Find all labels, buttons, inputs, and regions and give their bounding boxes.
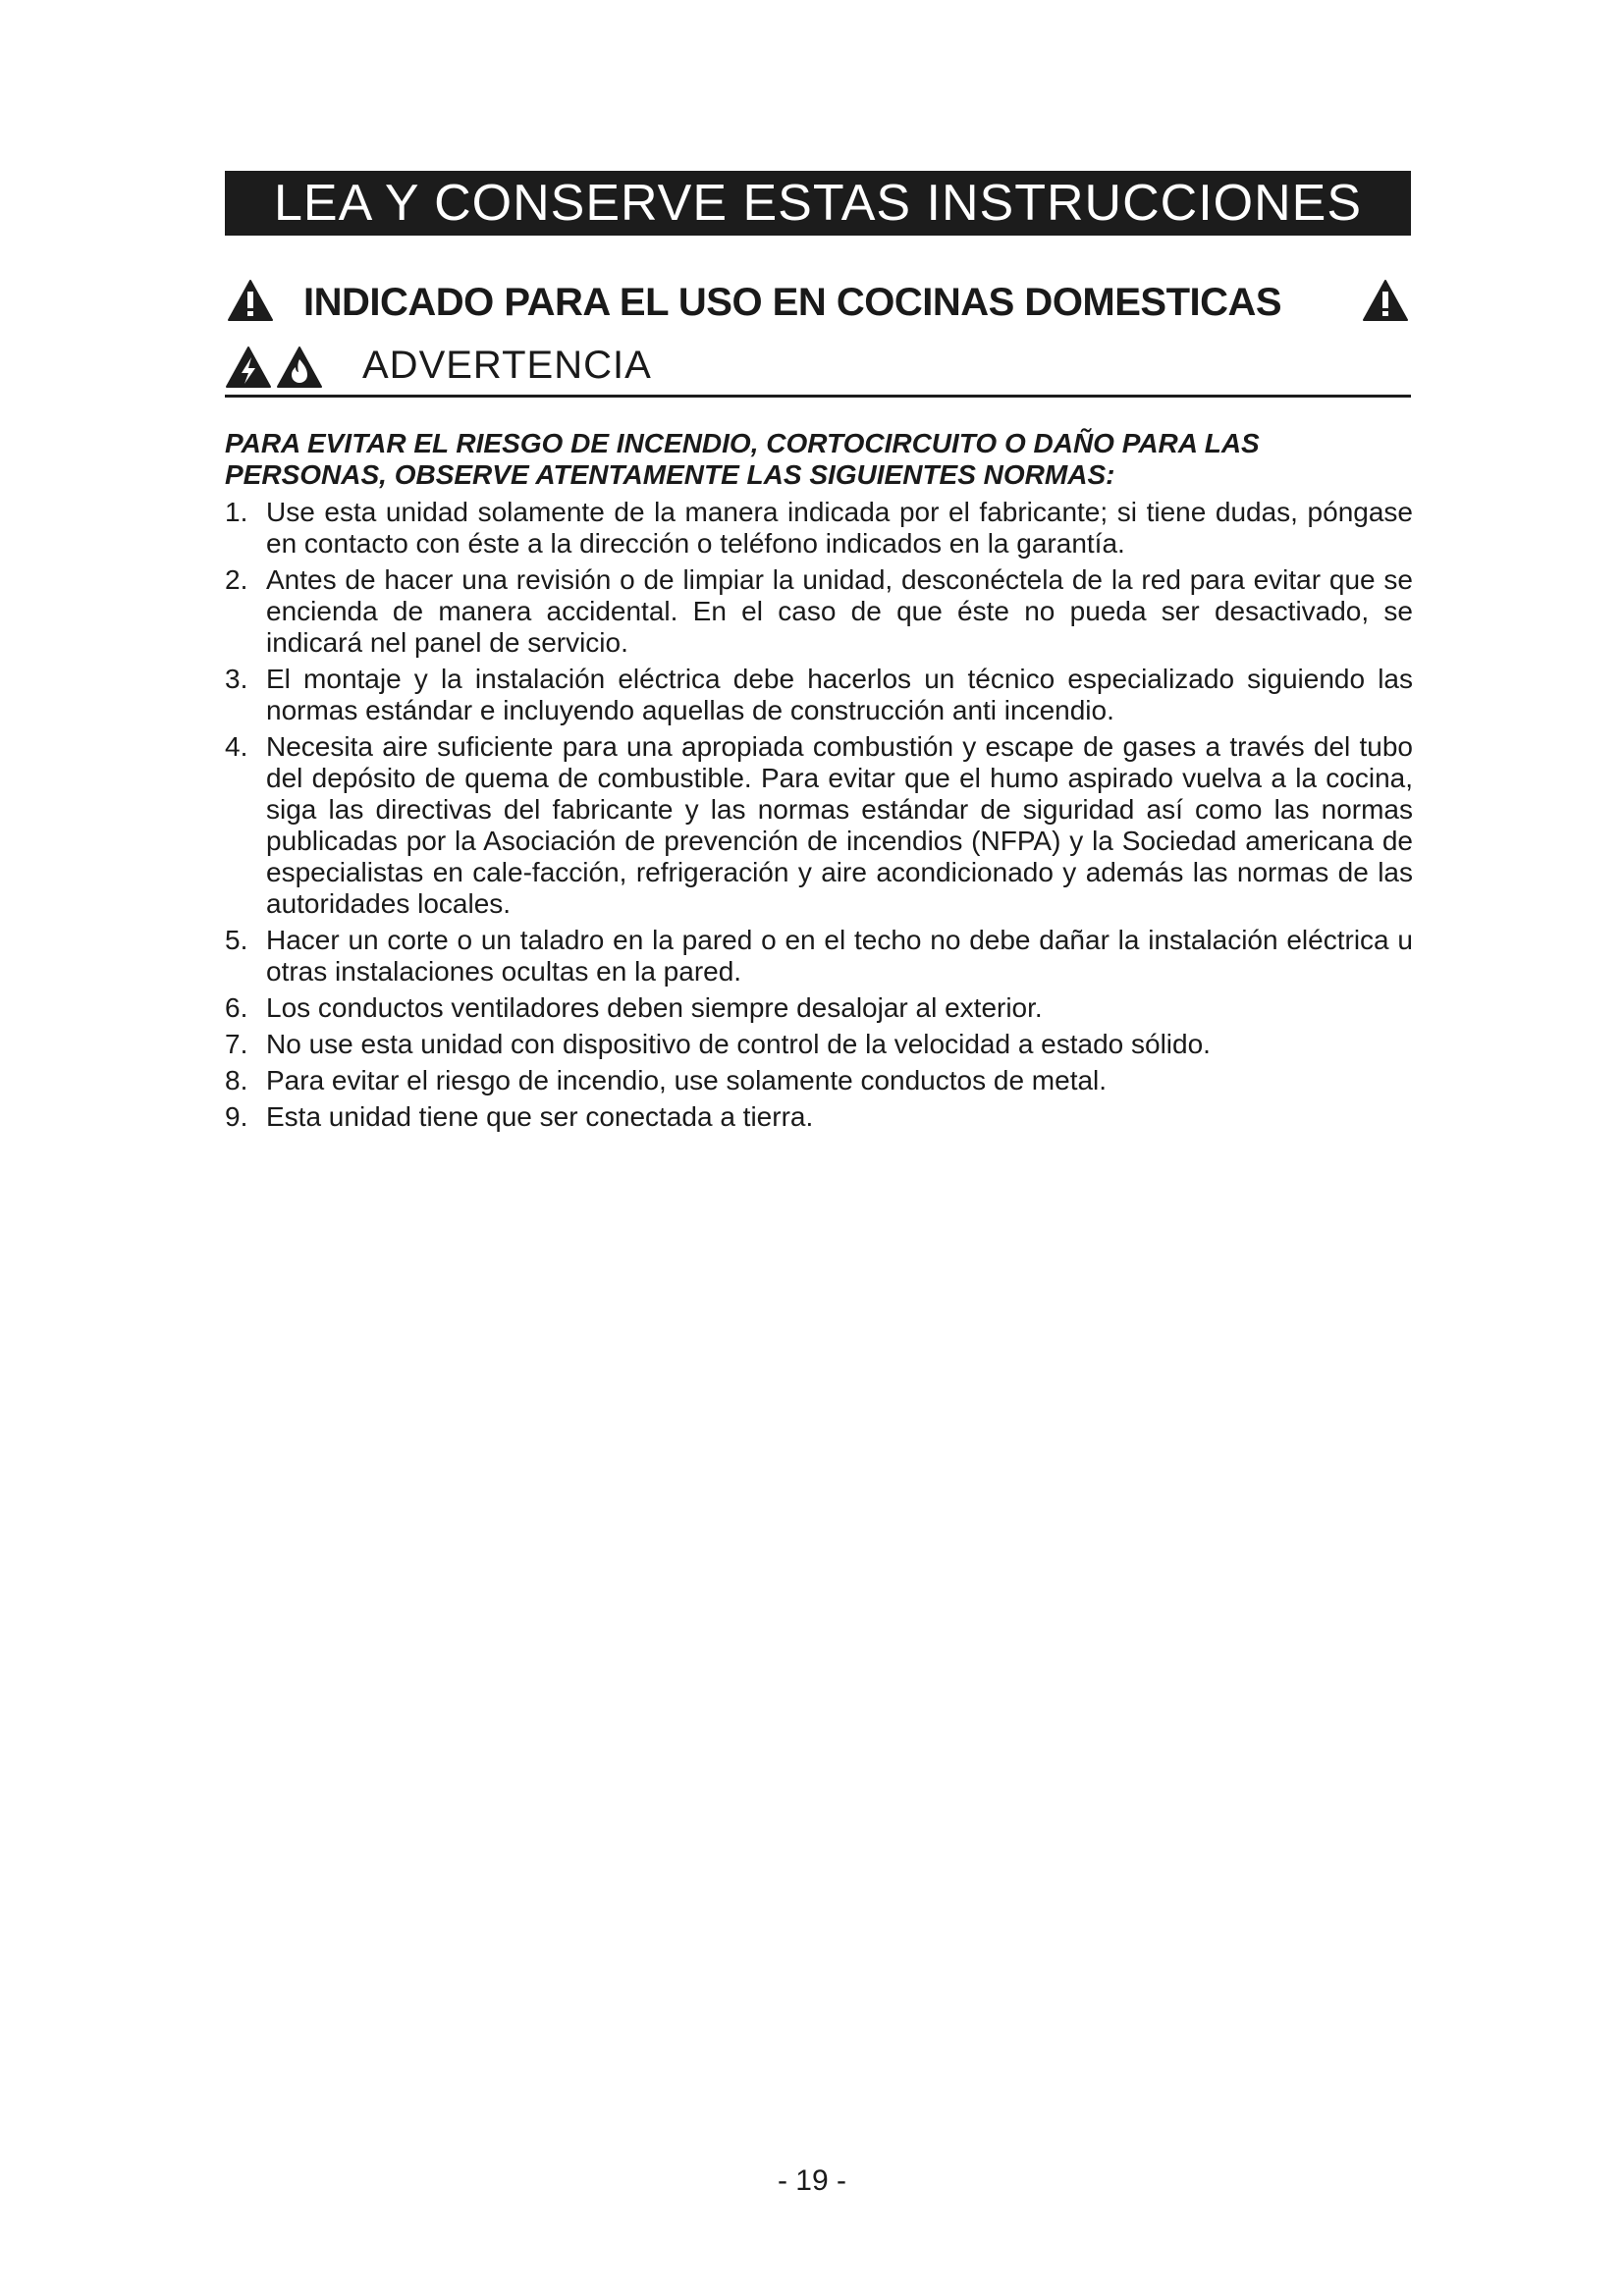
list-item: [225, 925, 1413, 988]
list-item-text: No use esta unidad con dispositivo de control de la velocidad a estado sólido.: [266, 1029, 1211, 1059]
page-number: - 19 -: [777, 2164, 847, 2197]
list-item-text: Use esta unidad solamente de la manera indicada por el fabricante; si tiene dudas, póngase en contacto con éste a la dirección o teléfono indicados en la garantía.: [266, 497, 1413, 559]
list-item-number: 2.: [225, 564, 248, 595]
list-item-text: Para evitar el riesgo de incendio, use solamente conductos de metal.: [266, 1065, 1108, 1095]
electric-shock-warning-icon: [225, 346, 272, 389]
list-item: [225, 992, 1413, 1024]
page-title-banner: [225, 171, 1411, 236]
heading-divider: [225, 395, 1411, 398]
page-title: LEA Y CONSERVE ESTAS INSTRUCCIONES: [273, 175, 1363, 232]
list-item: [225, 497, 1413, 560]
usage-subtitle: INDICADO PARA EL USO EN COCINAS DOMESTICAS: [303, 281, 1282, 324]
list-item-number: 4.: [225, 731, 248, 762]
list-item-text: Esta unidad tiene que ser conectada a tierra.: [266, 1101, 814, 1132]
list-item-number: 5.: [225, 925, 248, 955]
list-item: [225, 564, 1413, 659]
safety-intro: PARA EVITAR EL RIESGO DE INCENDIO, CORTOCIRCUITO O DAÑO PARA LAS PERSONAS, OBSERVE ATENTAMENTE LAS SIGUIENTES NORMAS:: [225, 428, 1260, 490]
subtitle-row: [225, 275, 1411, 334]
list-item-number: 9.: [225, 1101, 248, 1132]
warning-triangle-icon: [227, 279, 274, 322]
list-item-number: 6.: [225, 992, 248, 1023]
list-item-number: 1.: [225, 497, 248, 527]
fire-warning-icon: [276, 346, 323, 389]
list-item-text: El montaje y la instalación eléctrica debe hacerlos un técnico especializado siguiendo las normas estándar e incluyendo aquellas de construcción anti incendio.: [266, 664, 1413, 725]
list-item-number: 3.: [225, 664, 248, 694]
list-item-text: Los conductos ventiladores deben siempre desalojar al exterior.: [266, 992, 1043, 1023]
list-item: [225, 664, 1413, 726]
list-item: [225, 1101, 1413, 1133]
list-item-number: 7.: [225, 1029, 248, 1059]
list-item: [225, 1029, 1413, 1060]
safety-rules-list: [225, 497, 1413, 1138]
list-item-text: Antes de hacer una revisión o de limpiar la unidad, desconéctela de la red para evitar que se encienda de manera accidental. En el caso de que éste no pueda ser desactivado, se indicará nel panel de servicio.: [266, 564, 1413, 658]
list-item-text: Hacer un corte o un taladro en la pared o en el techo no debe dañar la instalación eléctrica u otras instalaciones ocultas en la pared.: [266, 925, 1413, 987]
list-item-number: 8.: [225, 1065, 248, 1095]
warning-triangle-icon: [1362, 279, 1409, 322]
warning-heading: ADVERTENCIA: [362, 344, 652, 387]
warning-heading-row: [225, 342, 1411, 397]
list-item: [225, 1065, 1413, 1096]
list-item-text: Necesita aire suficiente para una apropiada combustión y escape de gases a través del tubo del depósito de quema de combustible. Para evitar que el humo aspirado vuelva a la cocina, siga las directivas del fabricante y las normas estándar de siguridad así como las normas publicadas por la Asociación de prevención de incendios (NFPA) y la Sociedad americana de especialistas en cale-facción, refrigeración y aire acondicionado y además las normas de las autoridades locales.: [266, 731, 1413, 919]
list-item: [225, 731, 1413, 920]
